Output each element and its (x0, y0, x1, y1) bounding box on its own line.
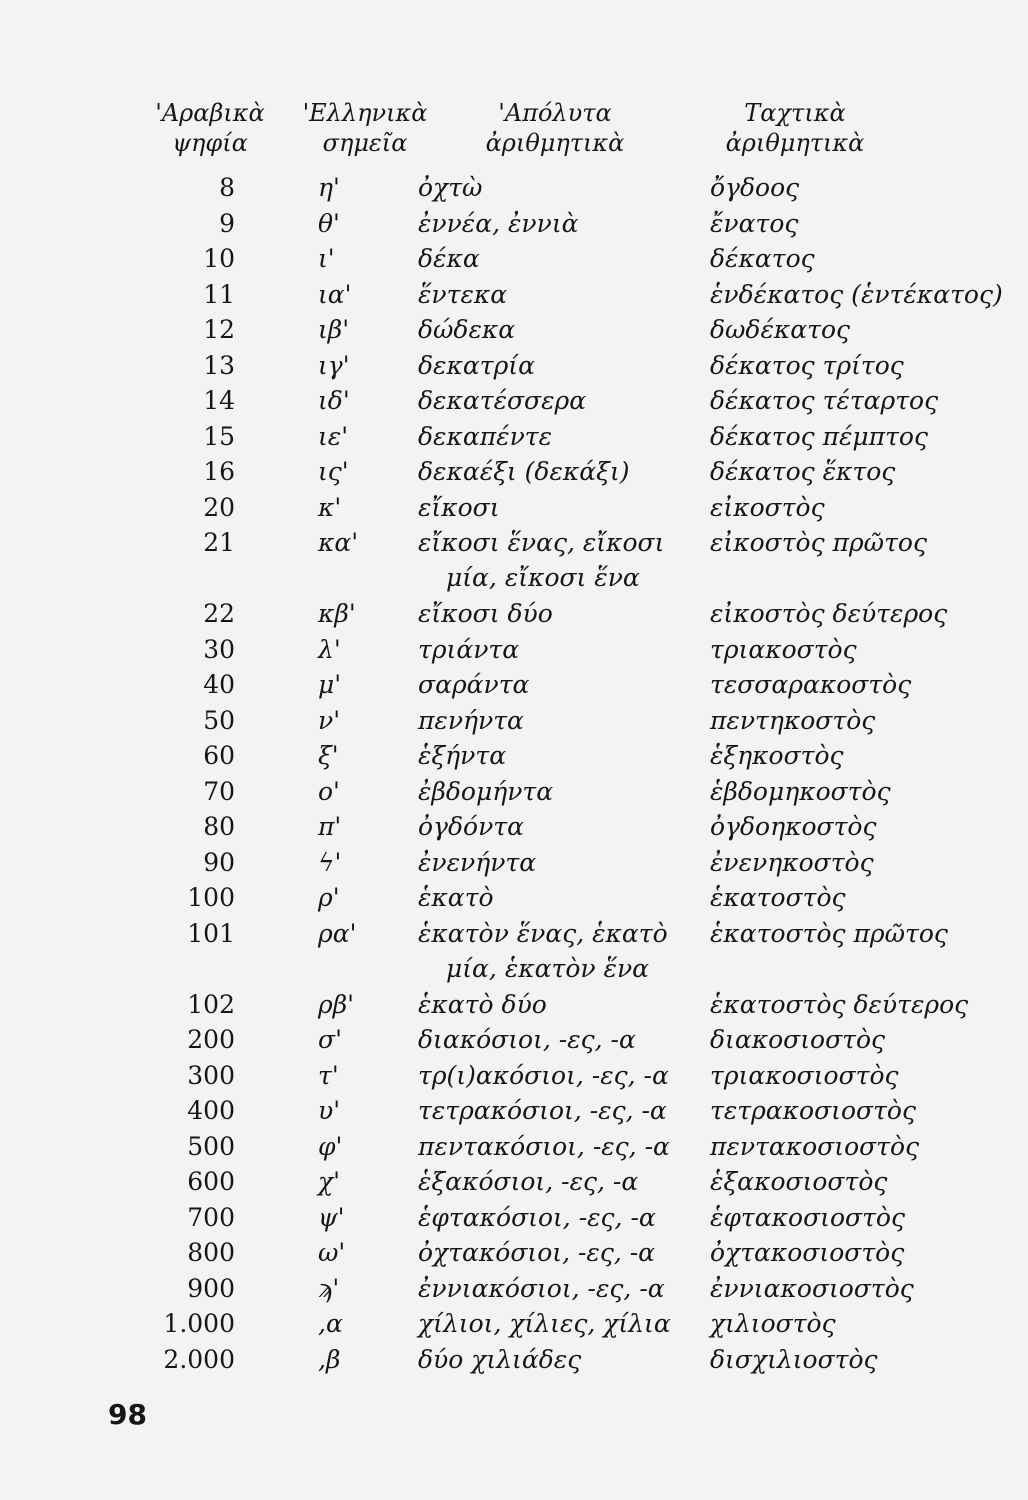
absolute-numeral (418, 1200, 656, 1236)
ordinal-numeral: τριακοσιοστὸς (710, 1060, 899, 1090)
table-row (0, 312, 1028, 348)
table-row (0, 419, 1028, 455)
table-row (0, 525, 1028, 596)
header-greek-signs: 'Ελληνικὰ σημεῖα (302, 99, 428, 157)
table-row (0, 1271, 1028, 1307)
ordinal-numeral: ὀγδοηκοστὸς (710, 812, 877, 841)
table-row (0, 667, 1028, 703)
greek-sign: ϡ' (318, 1273, 340, 1303)
greek-sign: ν' (318, 705, 341, 735)
absolute-numeral (418, 774, 553, 810)
arabic-numeral: 16 (203, 457, 235, 486)
ordinal-numeral: διακοσιοστὸς (710, 1025, 886, 1054)
table-row (0, 1093, 1028, 1129)
absolute-numeral (418, 738, 506, 774)
absolute-numeral (418, 632, 519, 668)
arabic-numeral: 50 (203, 705, 235, 735)
absolute-numeral-line: δώδεκα (418, 315, 516, 344)
greek-sign: ο' (318, 776, 340, 806)
table-row (0, 596, 1028, 632)
table-row (0, 987, 1028, 1023)
arabic-numeral: 101 (187, 918, 235, 948)
absolute-numeral (418, 348, 535, 384)
absolute-numeral-line: δέκα (418, 244, 480, 273)
ordinal-numeral: ἑκατοστὸς (710, 883, 846, 912)
greek-sign: κβ' (318, 599, 356, 628)
arabic-numeral: 20 (203, 492, 235, 522)
absolute-numeral-line: τριάντα (418, 634, 520, 664)
absolute-numeral (418, 1129, 670, 1165)
absolute-numeral (418, 1058, 669, 1094)
table-row (0, 1306, 1028, 1342)
ordinal-numeral: χιλιοστὸς (710, 1309, 836, 1338)
absolute-numeral-line: ἐννιακόσιοι, -ες, -α (418, 1273, 665, 1303)
arabic-numeral: 300 (187, 1060, 235, 1090)
greek-sign: υ' (318, 1096, 341, 1125)
absolute-numeral (418, 880, 494, 916)
arabic-numeral: 2.000 (163, 1344, 235, 1374)
ordinal-numeral: πεντακοσιοστὸς (710, 1131, 920, 1161)
greek-sign: μ' (318, 670, 342, 699)
absolute-numeral (418, 170, 482, 206)
absolute-numeral-line: ἑκατὸ δύο (418, 989, 547, 1019)
arabic-numeral: 500 (187, 1131, 235, 1161)
absolute-numeral (418, 916, 668, 986)
arabic-numeral: 90 (203, 847, 235, 877)
greek-sign: λ' (318, 634, 341, 664)
table-row (0, 1342, 1028, 1378)
greek-sign: ρβ' (318, 989, 355, 1019)
table-row (0, 170, 1028, 206)
absolute-numeral-line: μία, ἑκατὸν ἕνα (446, 953, 650, 983)
greek-sign: χ' (318, 1167, 341, 1196)
page-number: 98 (108, 1398, 147, 1431)
absolute-numeral (418, 277, 507, 313)
ordinal-numeral: ἑξηκοστὸς (710, 741, 844, 770)
greek-sign: κ' (318, 492, 342, 522)
ordinal-numeral: πεντηκοστὸς (710, 705, 876, 735)
ordinal-numeral: δέκατος τέταρτος (710, 386, 939, 415)
absolute-numeral-line: σαράντα (418, 670, 530, 699)
absolute-numeral-line: ἑξήντα (418, 741, 507, 770)
greek-sign: ρ' (318, 883, 340, 912)
absolute-numeral-line: πεντακόσιοι, -ες, -α (418, 1131, 670, 1161)
absolute-numeral-line: ἕντεκα (418, 279, 508, 309)
absolute-numeral (418, 845, 536, 881)
table-row (0, 703, 1028, 739)
absolute-numeral-line: δεκαέξι (δεκάξι) (418, 457, 630, 486)
arabic-numeral: 200 (187, 1025, 235, 1054)
header-absolute-numerals: 'Απόλυτα ἀριθμητικὰ (485, 99, 625, 157)
ordinal-numeral: ἑβδομηκοστὸς (710, 776, 891, 806)
absolute-numeral-line: πενήντα (418, 705, 524, 735)
greek-sign: ια' (318, 279, 352, 309)
table-row (0, 490, 1028, 526)
absolute-numeral (418, 667, 529, 703)
absolute-numeral (418, 703, 524, 739)
greek-sign: ,β (318, 1344, 341, 1374)
greek-sign: ις' (318, 457, 349, 486)
absolute-numeral (418, 312, 515, 348)
table-row (0, 1200, 1028, 1236)
greek-sign: ϟ' (318, 847, 342, 877)
ordinal-numeral: τετρακοσιοστὸς (710, 1096, 916, 1125)
ordinal-numeral: ἑξακοσιοστὸς (710, 1167, 888, 1196)
greek-sign: σ' (318, 1025, 342, 1054)
ordinal-numeral: εἰκοστὸς δεύτερος (710, 599, 948, 628)
header-arabic-numerals: 'Αραβικὰ ψηφία (155, 99, 265, 157)
absolute-numeral (418, 525, 664, 595)
arabic-numeral: 13 (203, 350, 235, 380)
absolute-numeral-line: ὀγδόντα (418, 812, 525, 841)
arabic-numeral: 80 (203, 812, 235, 841)
absolute-numeral-line: τετρακόσιοι, -ες, -α (418, 1096, 667, 1125)
absolute-numeral (418, 1271, 665, 1307)
arabic-numeral: 60 (203, 741, 235, 770)
table-row (0, 1058, 1028, 1094)
ordinal-numeral: ἑφτακοσιοστὸς (710, 1202, 905, 1232)
absolute-numeral-line: εἴκοσι ἕνας, εἴκοσι (418, 528, 665, 557)
absolute-numeral (418, 241, 480, 277)
arabic-numeral: 21 (203, 528, 235, 557)
absolute-numeral (418, 1306, 671, 1342)
table-row (0, 880, 1028, 916)
absolute-numeral (418, 383, 586, 419)
absolute-numeral (418, 490, 500, 526)
absolute-numeral (418, 454, 630, 490)
absolute-numeral (418, 419, 552, 455)
absolute-numeral (418, 1235, 655, 1271)
arabic-numeral: 22 (203, 599, 235, 628)
ordinal-numeral: τεσσαρακοστὸς (710, 670, 912, 699)
absolute-numeral (418, 596, 553, 632)
ordinal-numeral: ἑκατοστὸς πρῶτος (710, 918, 948, 948)
greek-sign: π' (318, 812, 342, 841)
absolute-numeral-line: ὀχτακόσιοι, -ες, -α (418, 1238, 656, 1267)
greek-sign: φ' (318, 1131, 343, 1161)
absolute-numeral (418, 809, 524, 845)
greek-sign: ιδ' (318, 386, 350, 415)
ordinal-numeral: ἑνδέκατος (ἑντέκατος) (710, 279, 1003, 309)
absolute-numeral (418, 1022, 636, 1058)
arabic-numeral: 30 (203, 634, 235, 664)
table-row (0, 809, 1028, 845)
absolute-numeral-line: ἐνενήντα (418, 847, 537, 877)
ordinal-numeral: ἔνατος (710, 208, 799, 238)
arabic-numeral: 11 (203, 279, 235, 309)
greek-sign: ιε' (318, 421, 349, 451)
table-row (0, 454, 1028, 490)
ordinal-numeral: ὀχτακοσιοστὸς (710, 1238, 905, 1267)
absolute-numeral-line: δύο χιλιάδες (418, 1344, 582, 1374)
ordinal-numeral: ἐνενηκοστὸς (710, 847, 874, 877)
arabic-numeral: 70 (203, 776, 235, 806)
table-row (0, 383, 1028, 419)
arabic-numeral: 400 (187, 1096, 235, 1125)
absolute-numeral-line: ἐβδομήντα (418, 776, 554, 806)
table-row (0, 632, 1028, 668)
absolute-numeral (418, 206, 579, 242)
absolute-numeral-line: εἴκοσι (418, 492, 500, 522)
greek-sign: ω' (318, 1238, 346, 1267)
table-row (0, 348, 1028, 384)
ordinal-numeral: ὄγδοος (710, 173, 800, 202)
greek-sign: τ' (318, 1060, 339, 1090)
greek-sign: θ' (318, 208, 340, 238)
ordinal-numeral: δέκατος τρίτος (710, 350, 904, 380)
table-row (0, 916, 1028, 987)
table-row (0, 1235, 1028, 1271)
arabic-numeral: 1.000 (163, 1309, 235, 1338)
absolute-numeral (418, 1093, 667, 1129)
arabic-numeral: 40 (203, 670, 235, 699)
ordinal-numeral: δωδέκατος (710, 315, 851, 344)
absolute-numeral-line: ἑκατὸ (418, 883, 494, 912)
greek-sign: ιβ' (318, 315, 350, 344)
arabic-numeral: 10 (203, 244, 235, 273)
table-row (0, 206, 1028, 242)
arabic-numeral: 600 (187, 1167, 235, 1196)
arabic-numeral: 102 (187, 989, 235, 1019)
ordinal-numeral: ἑκατοστὸς δεύτερος (710, 989, 969, 1019)
arabic-numeral: 800 (187, 1238, 235, 1267)
absolute-numeral (418, 987, 547, 1023)
table-header (0, 98, 1028, 168)
arabic-numeral: 900 (187, 1273, 235, 1303)
table-row (0, 1129, 1028, 1165)
arabic-numeral: 14 (203, 386, 235, 415)
table-row (0, 845, 1028, 881)
table-row (0, 738, 1028, 774)
greek-sign: ψ' (318, 1202, 345, 1232)
ordinal-numeral: τριακοστὸς (710, 634, 857, 664)
absolute-numeral-line: τρ(ι)ακόσιοι, -ες, -α (418, 1060, 669, 1090)
arabic-numeral: 700 (187, 1202, 235, 1232)
table-row (0, 241, 1028, 277)
ordinal-numeral: ἐννιακοσιοστὸς (710, 1273, 914, 1303)
absolute-numeral-line: δεκαπέντε (418, 421, 553, 451)
ordinal-numeral: δέκατος ἕκτος (710, 457, 896, 486)
ordinal-numeral: δέκατος πέμπτος (710, 421, 928, 451)
ordinal-numeral: δισχιλιοστὸς (710, 1344, 878, 1374)
absolute-numeral-line: μία, εἴκοσι ἕνα (446, 563, 640, 592)
ordinal-numeral: εἰκοστὸς πρῶτος (710, 528, 927, 557)
table-row (0, 277, 1028, 313)
arabic-numeral: 100 (187, 883, 235, 912)
absolute-numeral-line: δεκατρία (418, 350, 535, 380)
absolute-numeral-line: ἑφτακόσιοι, -ες, -α (418, 1202, 656, 1232)
absolute-numeral (418, 1342, 581, 1378)
table-row (0, 774, 1028, 810)
absolute-numeral-line: δεκατέσσερα (418, 386, 587, 415)
arabic-numeral: 9 (219, 208, 235, 238)
ordinal-numeral: δέκατος (710, 244, 815, 273)
table-row (0, 1164, 1028, 1200)
absolute-numeral-line: διακόσιοι, -ες, -α (418, 1025, 636, 1054)
absolute-numeral-line: ἐννέα, ἐννιὰ (418, 208, 579, 238)
table-row (0, 1022, 1028, 1058)
absolute-numeral-line: ὀχτὼ (418, 173, 483, 202)
arabic-numeral: 8 (219, 173, 235, 202)
greek-sign: η' (318, 173, 340, 202)
greek-sign: ιγ' (318, 350, 350, 380)
arabic-numeral: 12 (203, 315, 235, 344)
absolute-numeral-line: εἴκοσι δύο (418, 599, 553, 628)
header-ordinal-numerals: Ταχτικὰ ἀριθμητικὰ (725, 99, 865, 157)
ordinal-numeral: εἰκοστὸς (710, 492, 825, 522)
greek-sign: ι' (318, 244, 335, 273)
absolute-numeral (418, 1164, 638, 1200)
absolute-numeral-line: ἑξακόσιοι, -ες, -α (418, 1167, 639, 1196)
absolute-numeral-line: χίλιοι, χίλιες, χίλια (418, 1309, 671, 1338)
greek-sign: κα' (318, 528, 359, 557)
numerals-table (0, 170, 1028, 1377)
greek-sign: ,α (318, 1309, 343, 1338)
arabic-numeral: 15 (203, 421, 235, 451)
absolute-numeral-line: ἑκατὸν ἕνας, ἑκατὸ (418, 918, 668, 948)
greek-sign: ρα' (318, 918, 357, 948)
greek-sign: ξ' (318, 741, 339, 770)
